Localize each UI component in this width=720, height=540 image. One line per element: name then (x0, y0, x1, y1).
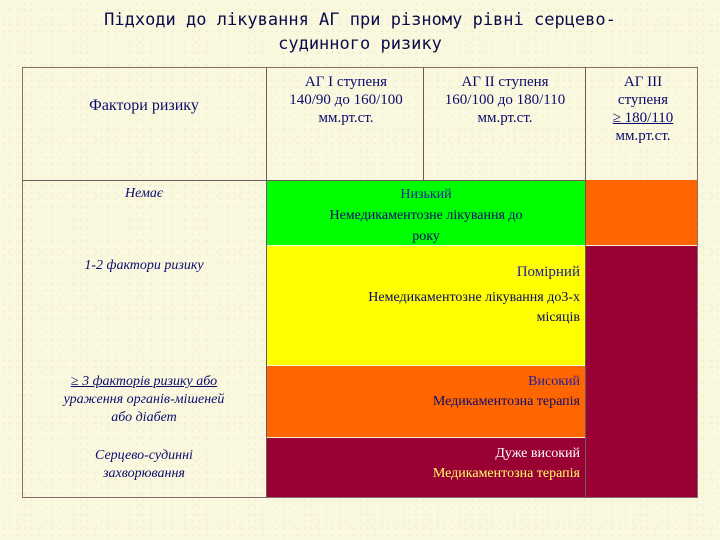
row-label-1-2-factors (28, 257, 260, 275)
header-grade-2-line: 160/100 до 180/110 (444, 92, 566, 108)
header-grade-3 (588, 73, 698, 145)
therapy-line: року (412, 229, 440, 244)
header-grade-2-line: мм.рт.ст. (477, 110, 533, 126)
risk-very-high (270, 444, 580, 484)
header-grade-1-line: мм.рт.ст. (318, 110, 374, 126)
divider (266, 67, 267, 498)
risk-level: Низький (400, 187, 452, 202)
risk-level: Високий (528, 374, 580, 389)
row-label-3-factors (24, 373, 264, 427)
row-label-line: ураження органів-мішеней (63, 392, 225, 407)
header-grade-1 (268, 73, 424, 127)
risk-high (270, 372, 580, 412)
risk-low (270, 184, 582, 247)
risk-level: Дуже високий (495, 446, 580, 461)
header-factors: Фактори ризику (89, 97, 199, 114)
therapy-line: Медикаментозна терапія (432, 394, 580, 409)
row-label-line: Немає (124, 186, 163, 201)
header-grade-3-line: ступеня (617, 92, 669, 108)
page-title (40, 8, 680, 56)
therapy-line: Немедикаментозне лікування до3-х (368, 290, 580, 305)
risk-moderate (270, 262, 580, 328)
row-label-line: ≥ 3 факторів ризику або (70, 374, 218, 389)
row-label-line: або діабет (111, 410, 177, 425)
row-label-line: 1-2 фактори ризику (84, 258, 204, 273)
therapy-line: місяців (536, 310, 580, 325)
title-line-2: судинного ризику (278, 34, 442, 54)
header-grade-1-line: 140/90 до 160/100 (289, 92, 403, 108)
title-line-1: Підходи до лікування АГ при різному рівні серцево- (104, 10, 616, 30)
header-grade-1-line: АГ I ступеня (304, 74, 388, 90)
header-grade-2 (424, 73, 586, 127)
header-grade-3-line: ≥ 180/110 (612, 110, 674, 126)
row-label-cvd (28, 447, 260, 483)
therapy-line: Немедикаментозне лікування до (329, 208, 523, 223)
header-grade-3-line: мм.рт.ст. (615, 128, 671, 144)
risk-level: Помірний (516, 264, 580, 280)
row-label-none (28, 185, 260, 203)
row-label-line: Серцево-судинні (95, 448, 193, 463)
therapy-line: Медикаментозна терапія (432, 466, 580, 481)
header-grade-3-line: АГ III (623, 74, 663, 90)
divider (22, 180, 585, 181)
row-label-line: захворювання (103, 466, 185, 481)
header-grade-2-line: АГ II ступеня (461, 74, 549, 90)
divider (585, 67, 586, 498)
